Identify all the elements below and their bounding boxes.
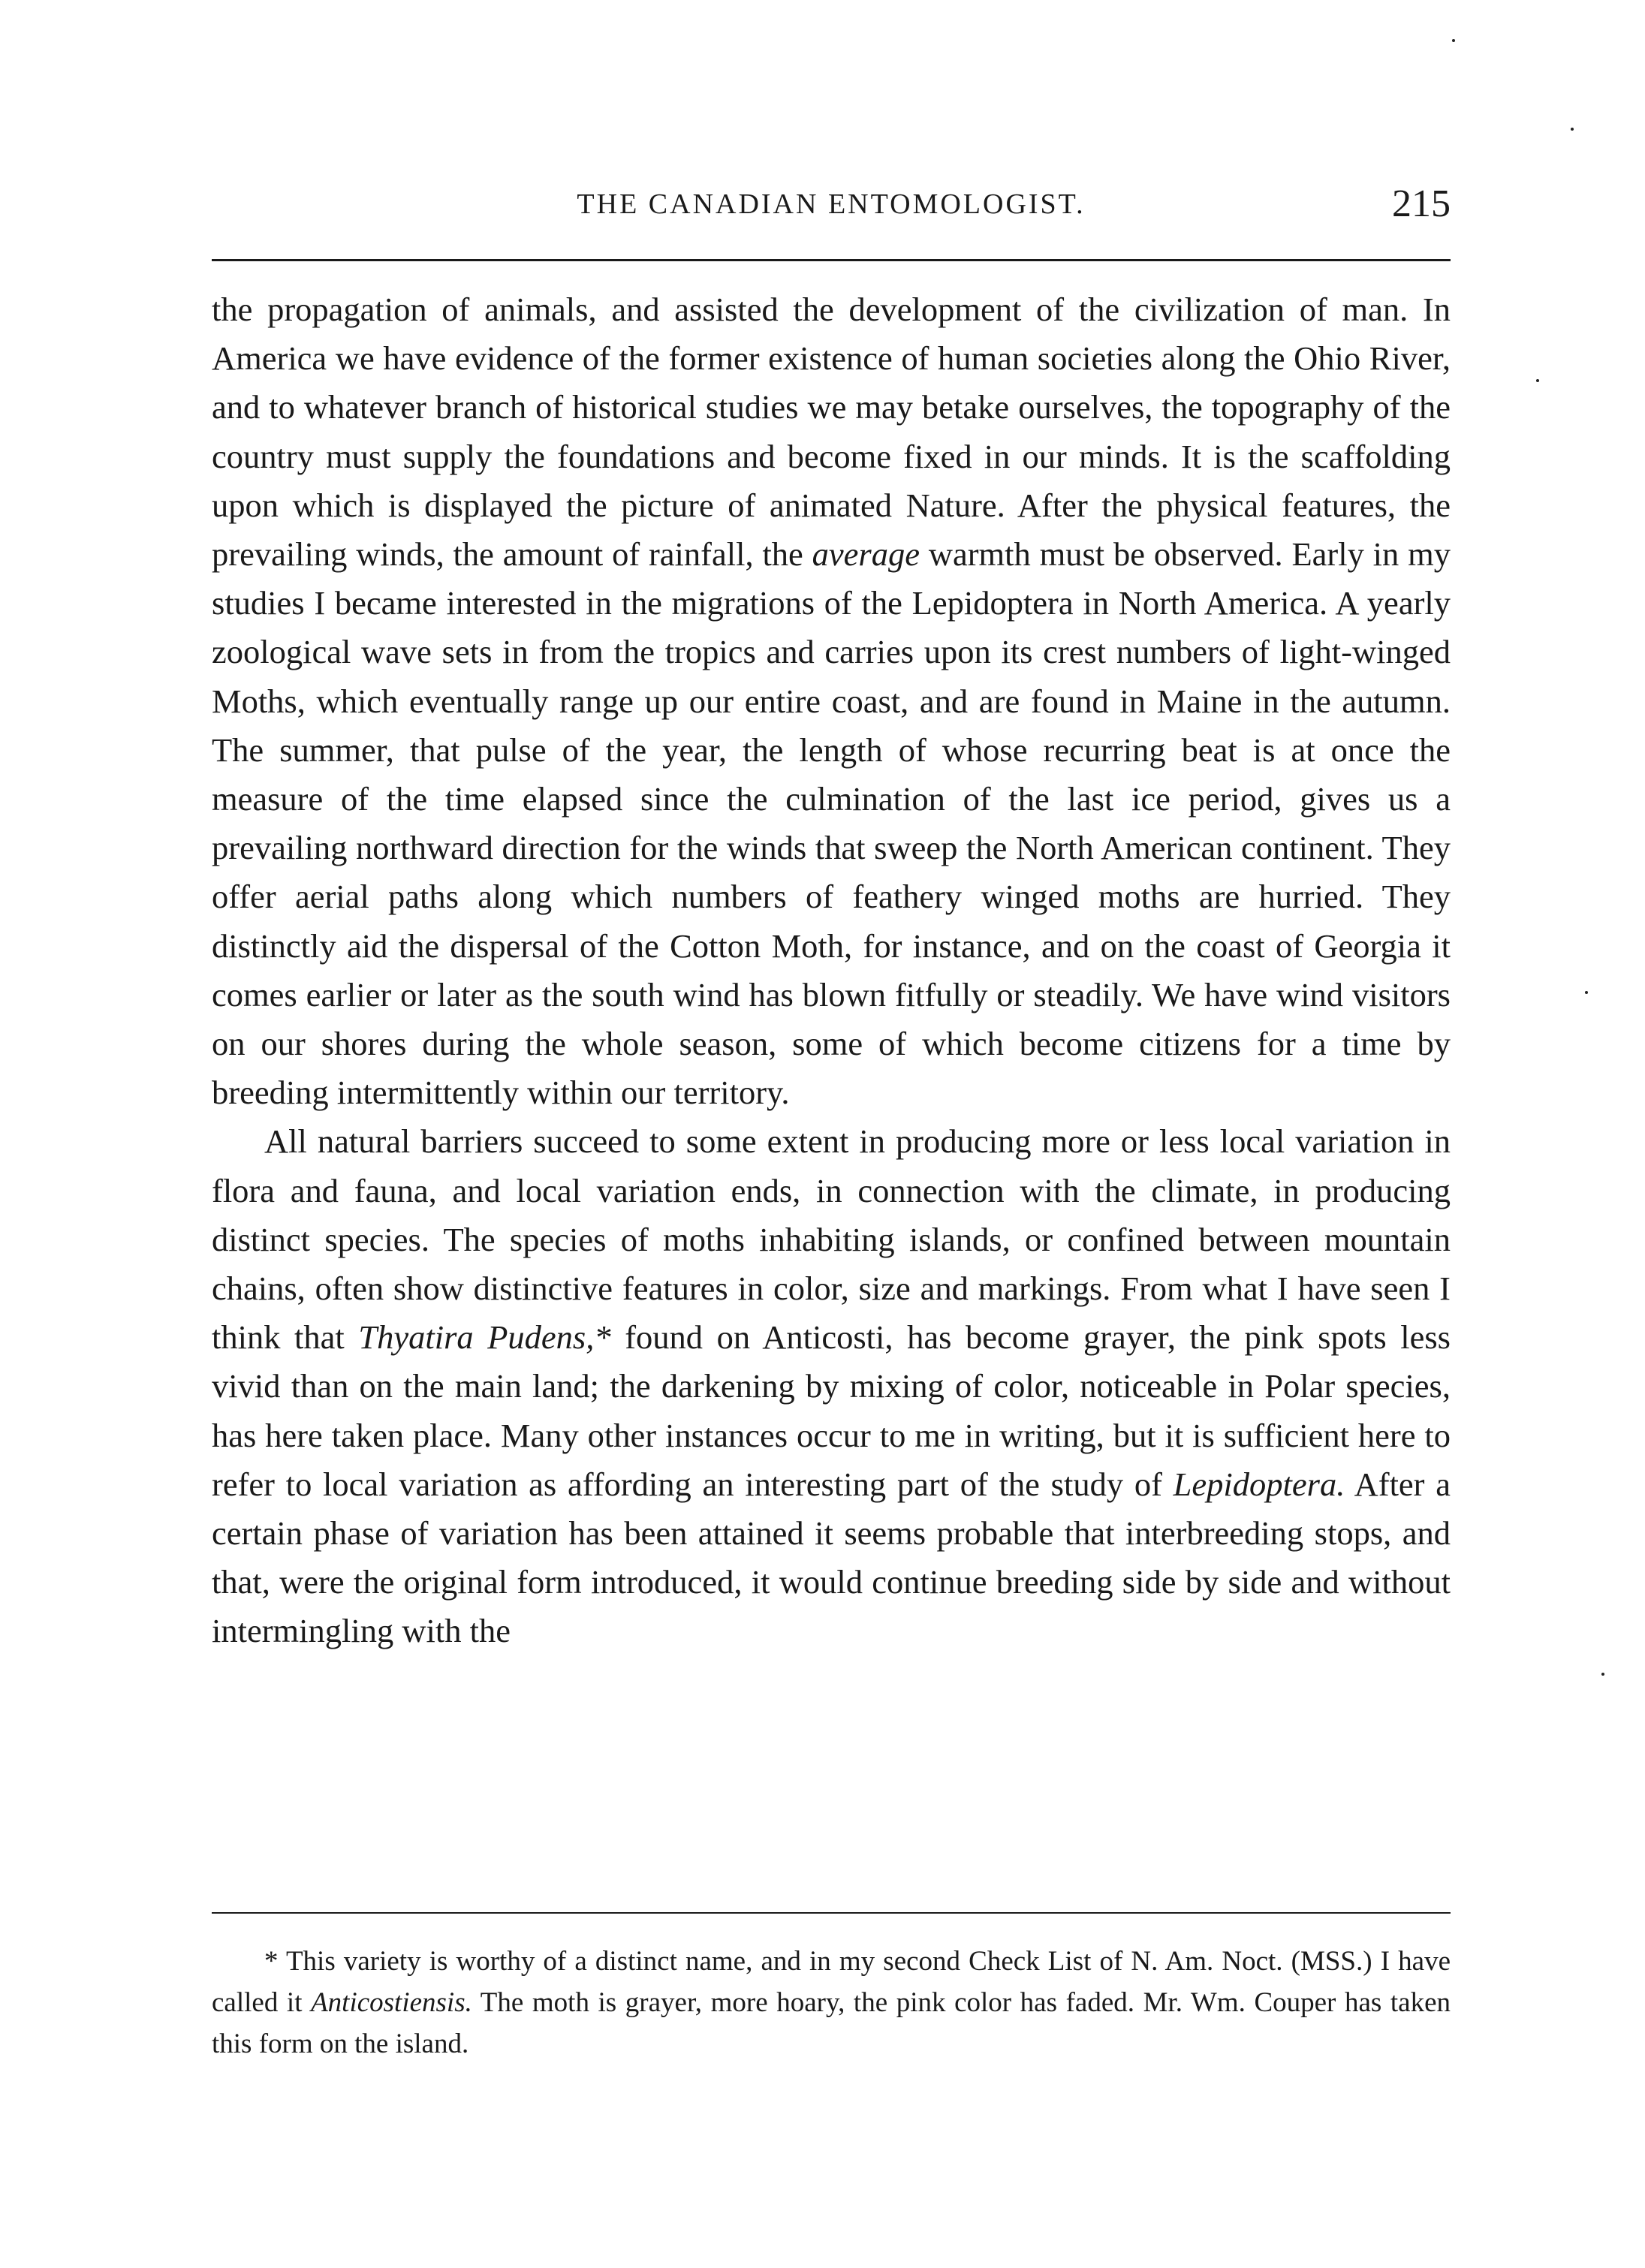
paragraph-1-text-b: warmth must be observed. Early in my studies I became interested in the migrations of the Lepidoptera in North America. A yearly zoological wave sets in from the tropics and carries upon its crest numbers of light-winged Moths, which eventually range up our entire coast, and are found in Maine in the autumn. The summer, that pulse of the year, the length of whose recurring beat is at once the measure of the time elapsed since the culmination of the last ice period, gives us a prevailing northward direction for the winds that sweep the North American continent. They offer aerial paths along which numbers of feathery winged moths are hurried. They distinctly aid the dispersal of the Cotton Moth, for instance, and on the coast of Georgia it comes earlier or later as the south wind has blown fitfully or steadily. We have wind visitors on our shores during the whole season, some of which become citizens for a time by breeding intermittently within our territory.	[212, 535, 1451, 1112]
body-text	[212, 285, 1451, 1656]
paragraph-2-text-c: After a certain phase of variation has been attained it seems probable that interbreeding stops, and that, were the original form introduced, it would continue breeding side by side and without intermingling with the	[212, 1465, 1451, 1650]
print-speck	[1571, 128, 1574, 131]
paragraph-2-text-a: All natural barriers succeed to some extent in producing more or less local variation in flora and fauna, and local variation ends, in connection with the climate, in producing distinct species. The species of moths inhabiting islands, or confined between mountain chains, often show distinctive features in color, size and markings. From what I have seen I think that	[212, 1122, 1451, 1357]
italic-average: average	[812, 535, 920, 574]
page-number: 215	[1392, 182, 1451, 225]
header-rule	[212, 259, 1451, 261]
footnote-paragraph	[212, 1941, 1451, 2065]
paragraph-2	[212, 1117, 1451, 1655]
paragraph-1-text-a: the propagation of animals, and assisted the development of the civilization of man. In America we have evidence of the former existence of human societies along the Ohio River, and to whatever branch of historical studies we may betake ourselves, the topography of the country must supply the foundations and become fixed in our minds. It is the scaffolding upon which is displayed the picture of animated Nature. After the physical features, the prevailing winds, the amount of rainfall, the	[212, 291, 1451, 574]
print-speck	[1585, 991, 1588, 994]
italic-anticostiensis: Anticostiensis.	[311, 1987, 472, 2018]
paragraph-2-text-b: found on Anticosti, has become grayer, the pink spots less vivid than on the main land; the darkening by mixing of color, noticeable in Polar species, has here taken place. Many other instances occur to me in writing, but it is sufficient here to refer to local variation as affording an interesting part of the study of	[212, 1318, 1451, 1503]
print-speck	[1452, 39, 1455, 42]
italic-species-name: Thyatira Pudens,*	[358, 1318, 611, 1357]
footnote-rule	[212, 1912, 1451, 1914]
footnote	[212, 1941, 1451, 2065]
journal-title: THE CANADIAN ENTOMOLOGIST.	[577, 188, 1086, 220]
paragraph-1	[212, 285, 1451, 1117]
print-speck	[1601, 1673, 1604, 1676]
footnote-text-a: * This variety is worthy of a distinct name, and in my second Check List of N. Am. Noct. (MSS.) I have called it	[212, 1946, 1451, 2018]
footnote-text-b: The moth is grayer, more hoary, the pink color has faded. Mr. Wm. Couper has taken this form on the island.	[212, 1987, 1451, 2059]
italic-lepidoptera: Lepidoptera.	[1173, 1465, 1345, 1503]
running-head	[212, 174, 1451, 234]
print-speck	[1536, 379, 1539, 382]
document-page	[212, 0, 1451, 2268]
